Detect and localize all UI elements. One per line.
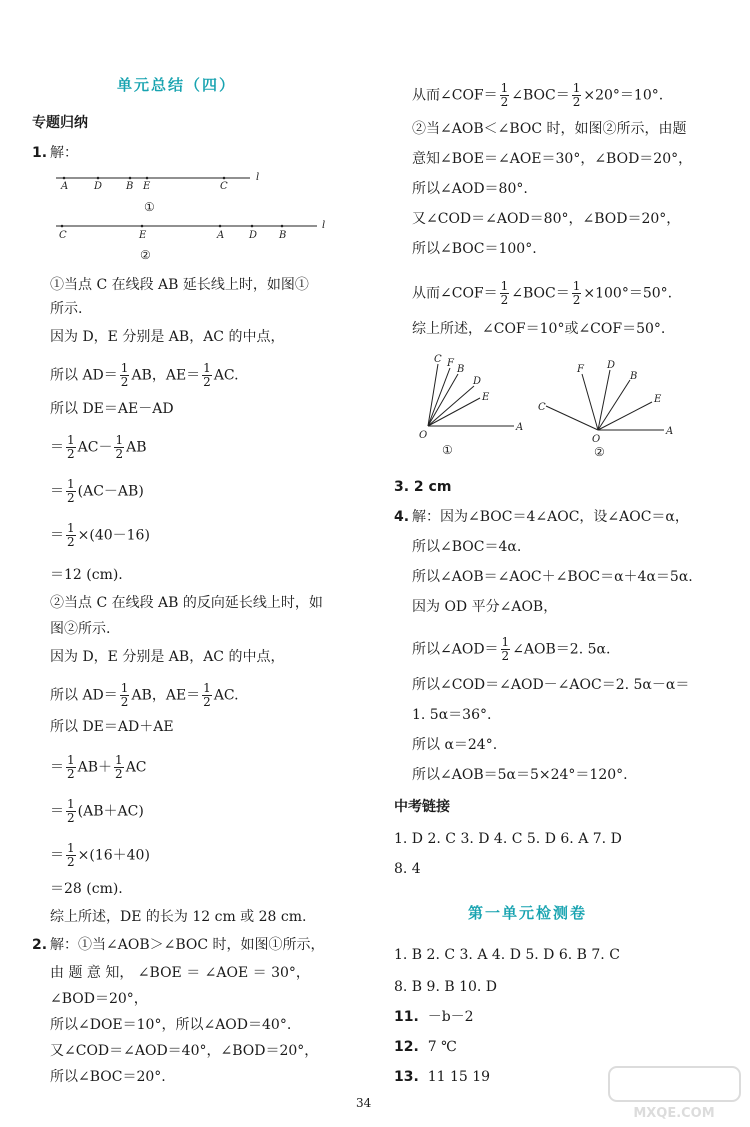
q1-step3: ＝ $\frac{1}{2}$ ×(40－16) [50,521,150,549]
test-answers-row2: 8. B 9. B 10. D [394,979,498,995]
fig2-caption: ② [140,248,151,262]
q2-label: 2. [32,937,48,953]
fig1-point-d: D [94,181,103,192]
exam-link-heading: 中考链接 [394,799,450,815]
q4-line1: 解：因为∠BOC＝4∠AOC，设∠AOC＝α， [412,509,689,525]
q4-line8: 所以 α＝24°. [412,737,498,753]
r-cof-line2: 从而∠COF＝ $\frac{1}{2}$ ∠BOC＝ $\frac{1}{2}$ ×100°＝50°. [412,279,673,307]
r-line5: 又∠COD＝∠AOD＝80°，∠BOD＝20°， [412,211,681,227]
q4-line9: 所以∠AOB＝5α＝5×24°＝120°. [412,767,628,783]
section-heading: 专题归纳 [32,115,88,131]
fig3-ray-b: B [457,364,465,375]
fig1-line-l: l [256,172,260,183]
fig4-ray-e: E [654,394,662,405]
watermark-text: MXQE.COM [633,1106,715,1121]
fig2-point-d: D [249,230,258,241]
segment-figure-1 [52,168,292,216]
fraction: $\frac{1}{2}$ [115,753,123,781]
angle-figure-2 [530,352,680,464]
segment-figure-2 [52,218,352,266]
q2-line4: 所以∠DOE＝10°，所以∠AOD＝40°. [50,1017,292,1033]
fig4-caption: ② [594,445,605,459]
q1-intro: 解： [50,145,78,161]
fig2-point-c: C [59,230,67,241]
fig3-caption: ① [442,443,453,457]
q4-label: 4. [394,509,410,525]
q1-de-line: 所以 DE＝AE－AD [50,401,174,417]
fraction: $\frac{1}{2}$ [120,681,129,709]
test-answer-13: 13. 11 15 19 [394,1069,491,1085]
q1-ad-ae-line: 所以 AD＝ $\frac{1}{2}$ AB，AE＝ $\frac{1}{2}$ AC. [50,361,239,389]
q1-step4: ＝ $\frac{1}{2}$ AB＋ $\frac{1}{2}$ AC [50,753,147,781]
fig1-point-b: B [126,181,134,192]
q4-line6: 所以∠COD＝∠AOD－∠AOC＝2. 5α－α＝ [412,677,690,693]
fig4-ray-a: A [666,426,674,437]
q2-line6: 所以∠BOC＝20°. [50,1069,166,1085]
test-answers-row1: 1. B 2. C 3. A 4. D 5. D 6. B 7. C [394,947,620,963]
fraction: $\frac{1}{2}$ [120,361,129,389]
fig2-point-a: A [217,230,225,241]
test-answer-11: 11. －b－2 [394,1009,474,1025]
fraction: $\frac{1}{2}$ [572,81,581,109]
exam-answers-row1: 1. D 2. C 3. D 4. C 5. D 6. A 7. D [394,831,622,847]
r-line3: 意知∠BOE＝∠AOE＝30°，∠BOD＝20°， [412,151,693,167]
fig4-ray-d: D [607,360,616,371]
fraction: $\frac{1}{2}$ [67,797,75,825]
fig4-ray-c: C [538,402,546,413]
q1-result2: ＝28 (cm). [50,881,123,897]
fig4-ray-b: B [630,371,638,382]
fig3-ray-a: A [516,422,524,433]
q1-case1-line2: 所示. [50,301,83,317]
fraction: $\frac{1}{2}$ [572,279,581,307]
watermark-logo [607,1065,742,1123]
q2-line2: 由 题 意 知， ∠BOE ＝ ∠AOE ＝ 30°， [50,965,310,981]
q2-line3: ∠BOD＝20°， [50,991,148,1007]
exam-answers-row2: 8. 4 [394,861,421,877]
fig3-ray-f: F [447,358,454,369]
q4-line4: 因为 OD 平分∠AOB， [412,599,558,615]
fig3-vertex-o: O [419,430,428,441]
fig2-line-l: l [322,220,326,231]
q1-conclusion: 综上所述，DE 的长为 12 cm 或 28 cm. [50,909,307,925]
r-conclusion: 综上所述，∠COF＝10°或∠COF＝50°. [412,321,666,337]
q4-line2: 所以∠BOC＝4α. [412,539,522,555]
fraction: $\frac{1}{2}$ [67,521,75,549]
q1-step5: ＝ $\frac{1}{2}$ (AB＋AC) [50,797,144,825]
fraction: $\frac{1}{2}$ [115,433,124,461]
fig2-point-e: E [139,230,147,241]
fraction: $\frac{1}{2}$ [67,753,75,781]
angle-figure-1 [410,348,530,460]
q1-case2-line2: 图②所示. [50,621,111,637]
fraction: $\frac{1}{2}$ [67,841,75,869]
r-line6: 所以∠BOC＝100°. [412,241,537,257]
q1-label: 1. [32,145,48,161]
q2-line5: 又∠COD＝∠AOD＝40°，∠BOD＝20°， [50,1043,319,1059]
q1-ad-ae-line2: 所以 AD＝ $\frac{1}{2}$ AB，AE＝ $\frac{1}{2}$ AC. [50,681,239,709]
q1-step2: ＝ $\frac{1}{2}$ (AC－AB) [50,477,144,505]
fraction: $\frac{1}{2}$ [203,361,211,389]
fig3-ray-d: D [473,376,482,387]
q3-answer: 3. 2 cm [394,479,452,495]
r-line4: 所以∠AOD＝80°. [412,181,528,197]
fig4-ray-f: F [577,364,584,375]
fraction: $\frac{1}{2}$ [500,81,509,109]
fraction: $\frac{1}{2}$ [500,279,509,307]
q1-result1: ＝12 (cm). [50,567,123,583]
q4-line7: 1. 5α＝36°. [412,707,492,723]
fig2-point-b: B [279,230,287,241]
r-case2-line: ②当∠AOB＜∠BOC 时，如图②所示，由题 [412,121,687,137]
page-number: 34 [356,1096,372,1110]
q4-line5: 所以∠AOD＝ $\frac{1}{2}$ ∠AOB＝2. 5α. [412,635,611,663]
q1-case1-line: ①当点 C 在线段 AB 延长线上时，如图① [50,277,309,293]
fraction: $\frac{1}{2}$ [67,477,75,505]
r-cof-line1: 从而∠COF＝ $\frac{1}{2}$ ∠BOC＝ $\frac{1}{2}$ ×20°＝10°. [412,81,664,109]
q1-de-line2: 所以 DE＝AD＋AE [50,719,174,735]
fraction: $\frac{1}{2}$ [67,433,75,461]
section-title: 单元总结（四） [117,76,237,94]
fraction: $\frac{1}{2}$ [203,681,211,709]
fig3-ray-e: E [482,392,490,403]
test-answer-12: 12. 7 ℃ [394,1039,457,1055]
q1-midpoint-line: 因为 D，E 分别是 AB，AC 的中点， [50,329,285,345]
q1-step1: ＝ $\frac{1}{2}$ AC－ $\frac{1}{2}$ AB [50,433,147,461]
fig1-point-a: A [61,181,69,192]
fraction: $\frac{1}{2}$ [501,635,510,663]
fig1-point-c: C [220,181,228,192]
q1-step6: ＝ $\frac{1}{2}$ ×(16＋40) [50,841,150,869]
q1-midpoint-line2: 因为 D，E 分别是 AB，AC 的中点， [50,649,285,665]
fig3-ray-c: C [434,354,442,365]
fig4-vertex-o: O [592,434,601,445]
fig1-point-e: E [143,181,151,192]
q1-case2-line: ②当点 C 在线段 AB 的反向延长线上时，如 [50,595,323,611]
q4-line3: 所以∠AOB＝∠AOC＋∠BOC＝α＋4α＝5α. [412,569,693,585]
unit-test-title: 第一单元检测卷 [468,904,588,922]
fig1-caption: ① [144,200,155,214]
q2-line1: 解：①当∠AOB＞∠BOC 时，如图①所示， [50,937,325,953]
